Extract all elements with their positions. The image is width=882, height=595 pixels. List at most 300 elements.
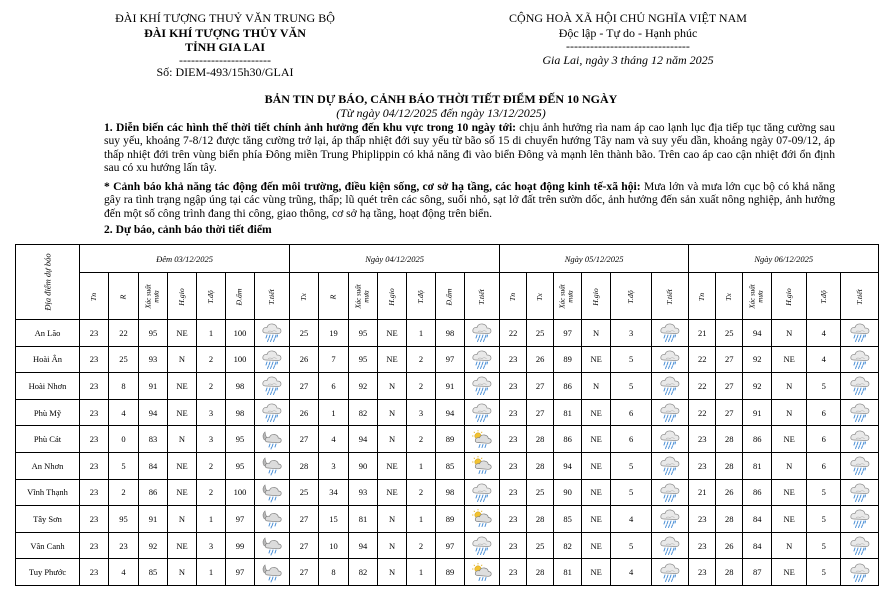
nation-name: CỘNG HOÀ XÃ HỘI CHỦ NGHĨA VIỆT NAM	[509, 11, 747, 25]
weather-cell	[465, 373, 500, 400]
col-header-r: R	[319, 273, 349, 320]
wind-dir-cell: N	[772, 373, 807, 400]
weather-cell	[841, 399, 879, 426]
r-cell: 34	[319, 479, 349, 506]
sun-rain-icon	[471, 429, 493, 450]
pop-cell: 81	[554, 399, 582, 426]
location-name: Vĩnh Thạnh	[16, 479, 80, 506]
rain-cloud-icon	[261, 349, 283, 370]
wind-dir-cell: N	[168, 559, 197, 586]
wind-speed-cell: 5	[807, 479, 841, 506]
weather-cell	[652, 479, 689, 506]
r-cell: 23	[109, 532, 139, 559]
weather-cell	[255, 532, 290, 559]
rain-cloud-icon	[471, 375, 493, 396]
tx-cell: 28	[527, 506, 554, 533]
location-name: An Nhơn	[16, 452, 80, 479]
sun-rain-icon	[471, 455, 493, 476]
weather-cell	[652, 559, 689, 586]
pop-cell: 85	[554, 506, 582, 533]
humidity-cell: 98	[436, 479, 465, 506]
weather-cell	[465, 426, 500, 453]
pop-cell: 93	[349, 479, 378, 506]
wind-speed-cell: 2	[407, 479, 436, 506]
tn-cell: 23	[80, 559, 109, 586]
tn-cell: 23	[500, 506, 527, 533]
rain-cloud-icon	[659, 455, 681, 476]
r-cell: 4	[109, 399, 139, 426]
wind-dir-cell: N	[378, 373, 407, 400]
humidity-cell: 85	[436, 452, 465, 479]
rain-cloud-icon	[261, 322, 283, 343]
col-header-r: R	[109, 273, 139, 320]
weather-cell	[465, 399, 500, 426]
sun-rain-icon	[471, 562, 493, 583]
tn-cell: 22	[689, 399, 716, 426]
r-cell: 0	[109, 426, 139, 453]
night-rain-icon	[261, 429, 283, 450]
forecast-table	[15, 244, 879, 586]
rain-cloud-icon	[849, 375, 871, 396]
wind-speed-cell: 3	[197, 532, 226, 559]
tn-cell: 23	[500, 373, 527, 400]
tn-cell: 23	[80, 399, 109, 426]
document-number: Số: DIEM-493/15h30/GLAI	[156, 64, 294, 79]
weather-cell	[255, 559, 290, 586]
humidity-cell: 97	[226, 559, 255, 586]
pop-cell: 82	[349, 559, 378, 586]
wind-dir-cell: N	[168, 346, 197, 373]
weather-cell	[841, 559, 879, 586]
wind-dir-cell: N	[772, 452, 807, 479]
tx-cell: 27	[527, 373, 554, 400]
wind-dir-cell: NE	[378, 320, 407, 347]
r-cell: 8	[319, 559, 349, 586]
pop-cell: 84	[743, 532, 772, 559]
weather-cell	[255, 320, 290, 347]
impact-text: Mưa lớn và mưa lớn cục bộ có khả năng gây ra tình trạng ngập úng tại các vùng trũng, thấp; lũ quét trên các sông, suối nhỏ, sạt lở đất trên sườn dốc, ảnh hưởng đến sản xuất nông nghiệp, ảnh hưởng đến một số công trình đang thi công, giao thông, cơ sở hạ tầng, hoạt động trên biển.	[104, 180, 835, 220]
tx-cell: 27	[290, 532, 319, 559]
pop-cell: 87	[743, 559, 772, 586]
col-header-pop: Xác suất mưa	[743, 273, 772, 320]
r-cell: 10	[319, 532, 349, 559]
rain-cloud-icon	[849, 535, 871, 556]
tn-cell: 23	[500, 479, 527, 506]
tn-cell: 22	[689, 373, 716, 400]
humidity-cell: 99	[226, 532, 255, 559]
section-2-heading: 2. Dự báo, cảnh báo thời tiết điểm	[104, 223, 272, 236]
humidity-cell: 100	[226, 346, 255, 373]
pop-cell: 95	[349, 346, 378, 373]
tx-cell: 27	[290, 373, 319, 400]
tx-cell: 27	[716, 373, 743, 400]
humidity-cell: 98	[226, 399, 255, 426]
pop-cell: 86	[554, 373, 582, 400]
wind-speed-cell: 1	[407, 506, 436, 533]
humidity-cell: 95	[226, 452, 255, 479]
rain-cloud-icon	[471, 535, 493, 556]
wind-speed-cell: 5	[807, 506, 841, 533]
pop-cell: 94	[349, 532, 378, 559]
col-header-wind-speed: T.độ	[611, 273, 652, 320]
table-row	[16, 506, 879, 533]
wind-speed-cell: 2	[407, 532, 436, 559]
tx-cell: 28	[527, 452, 554, 479]
r-cell: 25	[109, 346, 139, 373]
table-row	[16, 426, 879, 453]
location-name: An Lão	[16, 320, 80, 347]
r-cell: 8	[109, 373, 139, 400]
wind-speed-cell: 2	[407, 373, 436, 400]
location-name: Tây Sơn	[16, 506, 80, 533]
weather-cell	[255, 452, 290, 479]
pop-cell: 82	[554, 532, 582, 559]
wind-dir-cell: N	[772, 320, 807, 347]
wind-dir-cell: NE	[168, 373, 197, 400]
wind-dir-cell: N	[378, 559, 407, 586]
pop-cell: 92	[139, 532, 168, 559]
weather-cell	[841, 506, 879, 533]
col-header-tn: Tn	[689, 273, 716, 320]
night-rain-icon	[261, 508, 283, 529]
wind-dir-cell: NE	[582, 426, 611, 453]
tx-cell: 25	[290, 479, 319, 506]
humidity-cell: 98	[436, 320, 465, 347]
pop-cell: 92	[743, 373, 772, 400]
rain-cloud-icon	[659, 375, 681, 396]
weather-cell	[652, 399, 689, 426]
weather-cell	[841, 479, 879, 506]
wind-speed-cell: 1	[197, 320, 226, 347]
tn-cell: 23	[80, 479, 109, 506]
r-cell: 5	[109, 452, 139, 479]
tx-cell: 26	[290, 346, 319, 373]
weather-cell	[255, 506, 290, 533]
humidity-cell: 100	[226, 479, 255, 506]
rain-cloud-icon	[659, 535, 681, 556]
col-header-tx: Tx	[527, 273, 554, 320]
wind-speed-cell: 5	[611, 346, 652, 373]
tn-cell: 22	[689, 346, 716, 373]
pop-cell: 90	[554, 479, 582, 506]
tn-cell: 23	[500, 426, 527, 453]
table-row	[16, 559, 879, 586]
tn-cell: 23	[689, 532, 716, 559]
weather-cell	[255, 373, 290, 400]
humidity-cell: 94	[436, 399, 465, 426]
rain-cloud-icon	[849, 482, 871, 503]
wind-dir-cell: NE	[378, 452, 407, 479]
wind-dir-cell: NE	[772, 426, 807, 453]
night-rain-icon	[261, 562, 283, 583]
tn-cell: 23	[80, 320, 109, 347]
pop-cell: 94	[349, 426, 378, 453]
r-cell: 6	[319, 373, 349, 400]
weather-cell	[652, 506, 689, 533]
tn-cell: 23	[80, 426, 109, 453]
section-1-paragraph	[104, 121, 835, 174]
wind-speed-cell: 1	[407, 320, 436, 347]
wind-dir-cell: NE	[772, 346, 807, 373]
col-header-weather: T.tiết	[465, 273, 500, 320]
wind-dir-cell: NE	[168, 320, 197, 347]
wind-dir-cell: N	[378, 506, 407, 533]
wind-dir-cell: NE	[168, 532, 197, 559]
humidity-cell: 97	[436, 346, 465, 373]
day-header: Ngày 06/12/2025	[689, 245, 879, 273]
humidity-cell: 89	[436, 426, 465, 453]
wind-dir-cell: NE	[582, 399, 611, 426]
wind-dir-cell: N	[378, 426, 407, 453]
wind-dir-cell: N	[582, 320, 611, 347]
r-cell: 3	[319, 452, 349, 479]
tx-cell: 27	[716, 399, 743, 426]
day-header: Ngày 05/12/2025	[500, 245, 689, 273]
tx-cell: 28	[716, 452, 743, 479]
table-row	[16, 532, 879, 559]
wind-speed-cell: 6	[611, 426, 652, 453]
humidity-cell: 91	[436, 373, 465, 400]
wind-dir-cell: N	[378, 532, 407, 559]
tx-cell: 28	[527, 559, 554, 586]
col-header-weather: T.tiết	[841, 273, 879, 320]
tn-cell: 23	[80, 506, 109, 533]
col-header-tn: Tn	[80, 273, 109, 320]
r-cell: 7	[319, 346, 349, 373]
wind-speed-cell: 5	[807, 373, 841, 400]
wind-speed-cell: 2	[197, 373, 226, 400]
section-1-heading: 1. Diễn biến các hình thế thời tiết chính ảnh hưởng đến khu vực trong 10 ngày tới:	[104, 121, 517, 134]
tx-cell: 26	[716, 479, 743, 506]
wind-speed-cell: 6	[807, 452, 841, 479]
weather-cell	[465, 346, 500, 373]
wind-speed-cell: 2	[197, 346, 226, 373]
wind-speed-cell: 1	[197, 559, 226, 586]
location-name: Hoài Ân	[16, 346, 80, 373]
tx-cell: 27	[290, 506, 319, 533]
r-cell: 15	[319, 506, 349, 533]
header-divider: -------------------------------	[566, 39, 690, 53]
forecast-table-body	[16, 320, 879, 586]
col-header-tx: Tx	[290, 273, 319, 320]
tx-cell: 26	[527, 346, 554, 373]
rain-cloud-icon	[659, 562, 681, 583]
weather-cell	[255, 399, 290, 426]
tn-cell: 23	[80, 346, 109, 373]
weather-cell	[255, 346, 290, 373]
tx-cell: 27	[527, 399, 554, 426]
col-header-wind: H.gio	[582, 273, 611, 320]
pop-cell: 93	[139, 346, 168, 373]
tx-cell: 28	[716, 506, 743, 533]
tx-cell: 25	[527, 532, 554, 559]
wind-dir-cell: NE	[582, 346, 611, 373]
rain-cloud-icon	[659, 349, 681, 370]
table-row	[16, 320, 879, 347]
tn-cell: 23	[500, 399, 527, 426]
weather-cell	[841, 532, 879, 559]
wind-dir-cell: N	[168, 426, 197, 453]
r-cell: 4	[109, 559, 139, 586]
weather-cell	[652, 320, 689, 347]
wind-speed-cell: 6	[611, 399, 652, 426]
rain-cloud-icon	[471, 482, 493, 503]
weather-cell	[652, 532, 689, 559]
weather-cell	[465, 559, 500, 586]
tn-cell: 23	[689, 426, 716, 453]
col-header-tn: Tn	[500, 273, 527, 320]
weather-cell	[465, 506, 500, 533]
pop-cell: 91	[139, 506, 168, 533]
weather-cell	[255, 426, 290, 453]
wind-dir-cell: NE	[168, 479, 197, 506]
national-motto: Độc lập - Tự do - Hạnh phúc	[558, 25, 698, 40]
humidity-cell: 89	[436, 559, 465, 586]
weather-cell	[841, 426, 879, 453]
wind-dir-cell: NE	[582, 506, 611, 533]
wind-speed-cell: 3	[611, 320, 652, 347]
weather-cell	[652, 452, 689, 479]
col-header-tx: Tx	[716, 273, 743, 320]
pop-cell: 82	[349, 399, 378, 426]
col-header-humidity: Đ.ẩm	[436, 273, 465, 320]
rain-cloud-icon	[659, 508, 681, 529]
col-header-pop: Xác suất mưa	[349, 273, 378, 320]
tx-cell: 28	[527, 426, 554, 453]
tx-cell: 26	[290, 399, 319, 426]
wind-dir-cell: NE	[168, 452, 197, 479]
wind-dir-cell: NE	[772, 506, 807, 533]
tn-cell: 23	[500, 559, 527, 586]
rain-cloud-icon	[849, 349, 871, 370]
wind-dir-cell: NE	[772, 479, 807, 506]
location-name: Phù Cát	[16, 426, 80, 453]
pop-cell: 86	[743, 479, 772, 506]
rain-cloud-icon	[261, 375, 283, 396]
rain-cloud-icon	[659, 322, 681, 343]
col-header-weather: T.tiết	[652, 273, 689, 320]
place-date: Gia Lai, ngày 3 tháng 12 năm 2025	[542, 53, 714, 67]
pop-cell: 89	[554, 346, 582, 373]
location-name: Vân Canh	[16, 532, 80, 559]
col-header-humidity: Đ.ẩm	[226, 273, 255, 320]
tn-cell: 23	[689, 452, 716, 479]
humidity-cell: 97	[436, 532, 465, 559]
sun-rain-icon	[471, 508, 493, 529]
wind-dir-cell: NE	[582, 479, 611, 506]
tn-cell: 22	[500, 320, 527, 347]
pop-cell: 95	[139, 320, 168, 347]
wind-speed-cell: 2	[197, 452, 226, 479]
tx-cell: 26	[716, 532, 743, 559]
weather-cell	[465, 452, 500, 479]
table-row	[16, 399, 879, 426]
wind-speed-cell: 4	[611, 506, 652, 533]
pop-cell: 81	[349, 506, 378, 533]
wind-speed-cell: 2	[407, 346, 436, 373]
wind-speed-cell: 1	[407, 452, 436, 479]
humidity-cell: 98	[226, 373, 255, 400]
wind-speed-cell: 4	[611, 559, 652, 586]
pop-cell: 91	[139, 373, 168, 400]
pop-cell: 85	[139, 559, 168, 586]
wind-dir-cell: NE	[582, 532, 611, 559]
weather-cell	[841, 320, 879, 347]
day-header: Đêm 03/12/2025	[80, 245, 290, 273]
pop-cell: 86	[743, 426, 772, 453]
impact-heading: * Cảnh báo khả năng tác động đến môi trường, điều kiện sống, cơ sở hạ tầng, các hoạt động kinh tế-xã hội:	[104, 180, 641, 193]
location-name: Hoài Nhơn	[16, 373, 80, 400]
r-cell: 95	[109, 506, 139, 533]
r-cell: 2	[109, 479, 139, 506]
tn-cell: 23	[80, 373, 109, 400]
col-header-pop: Xác suất mưa	[554, 273, 582, 320]
location-name: Phù Mỹ	[16, 399, 80, 426]
wind-speed-cell: 6	[807, 399, 841, 426]
location-name: Tuy Phước	[16, 559, 80, 586]
header-divider: -----------------------	[179, 52, 271, 67]
header-left	[98, 11, 352, 79]
wind-speed-cell: 4	[807, 320, 841, 347]
table-row	[16, 479, 879, 506]
pop-cell: 84	[139, 452, 168, 479]
tn-cell: 23	[80, 532, 109, 559]
wind-dir-cell: NE	[582, 559, 611, 586]
document-title: BẢN TIN DỰ BÁO, CẢNH BÁO THỜI TIẾT ĐIỂM ĐẾN 10 NGÀY	[264, 92, 618, 106]
wind-speed-cell: 3	[407, 399, 436, 426]
day-header: Ngày 04/12/2025	[290, 245, 500, 273]
pop-cell: 92	[743, 346, 772, 373]
night-rain-icon	[261, 535, 283, 556]
wind-speed-cell: 2	[407, 426, 436, 453]
tn-cell: 21	[689, 479, 716, 506]
weather-cell	[652, 346, 689, 373]
col-header-pop: Xác suất mưa	[139, 273, 168, 320]
humidity-cell: 100	[226, 320, 255, 347]
tn-cell: 23	[689, 506, 716, 533]
rain-cloud-icon	[849, 455, 871, 476]
pop-cell: 92	[349, 373, 378, 400]
agency-parent: ĐÀI KHÍ TƯỢNG THUỶ VĂN TRUNG BỘ	[115, 11, 335, 25]
night-rain-icon	[261, 482, 283, 503]
tx-cell: 25	[716, 320, 743, 347]
weather-cell	[255, 479, 290, 506]
humidity-cell: 95	[226, 426, 255, 453]
pop-cell: 81	[554, 559, 582, 586]
wind-speed-cell: 5	[611, 532, 652, 559]
pop-cell: 97	[554, 320, 582, 347]
humidity-cell: 89	[436, 506, 465, 533]
pop-cell: 83	[139, 426, 168, 453]
pop-cell: 94	[139, 399, 168, 426]
tn-cell: 23	[80, 452, 109, 479]
rain-cloud-icon	[849, 429, 871, 450]
rain-cloud-icon	[471, 322, 493, 343]
pop-cell: 86	[139, 479, 168, 506]
wind-dir-cell: N	[582, 373, 611, 400]
wind-speed-cell: 3	[197, 426, 226, 453]
pop-cell: 95	[349, 320, 378, 347]
wind-dir-cell: N	[772, 399, 807, 426]
tn-cell: 21	[689, 320, 716, 347]
pop-cell: 86	[554, 426, 582, 453]
tn-cell: 23	[500, 452, 527, 479]
wind-dir-cell: NE	[168, 399, 197, 426]
rain-cloud-icon	[849, 508, 871, 529]
wind-dir-cell: NE	[582, 452, 611, 479]
col-header-wind-speed: T.độ	[197, 273, 226, 320]
tn-cell: 23	[500, 346, 527, 373]
